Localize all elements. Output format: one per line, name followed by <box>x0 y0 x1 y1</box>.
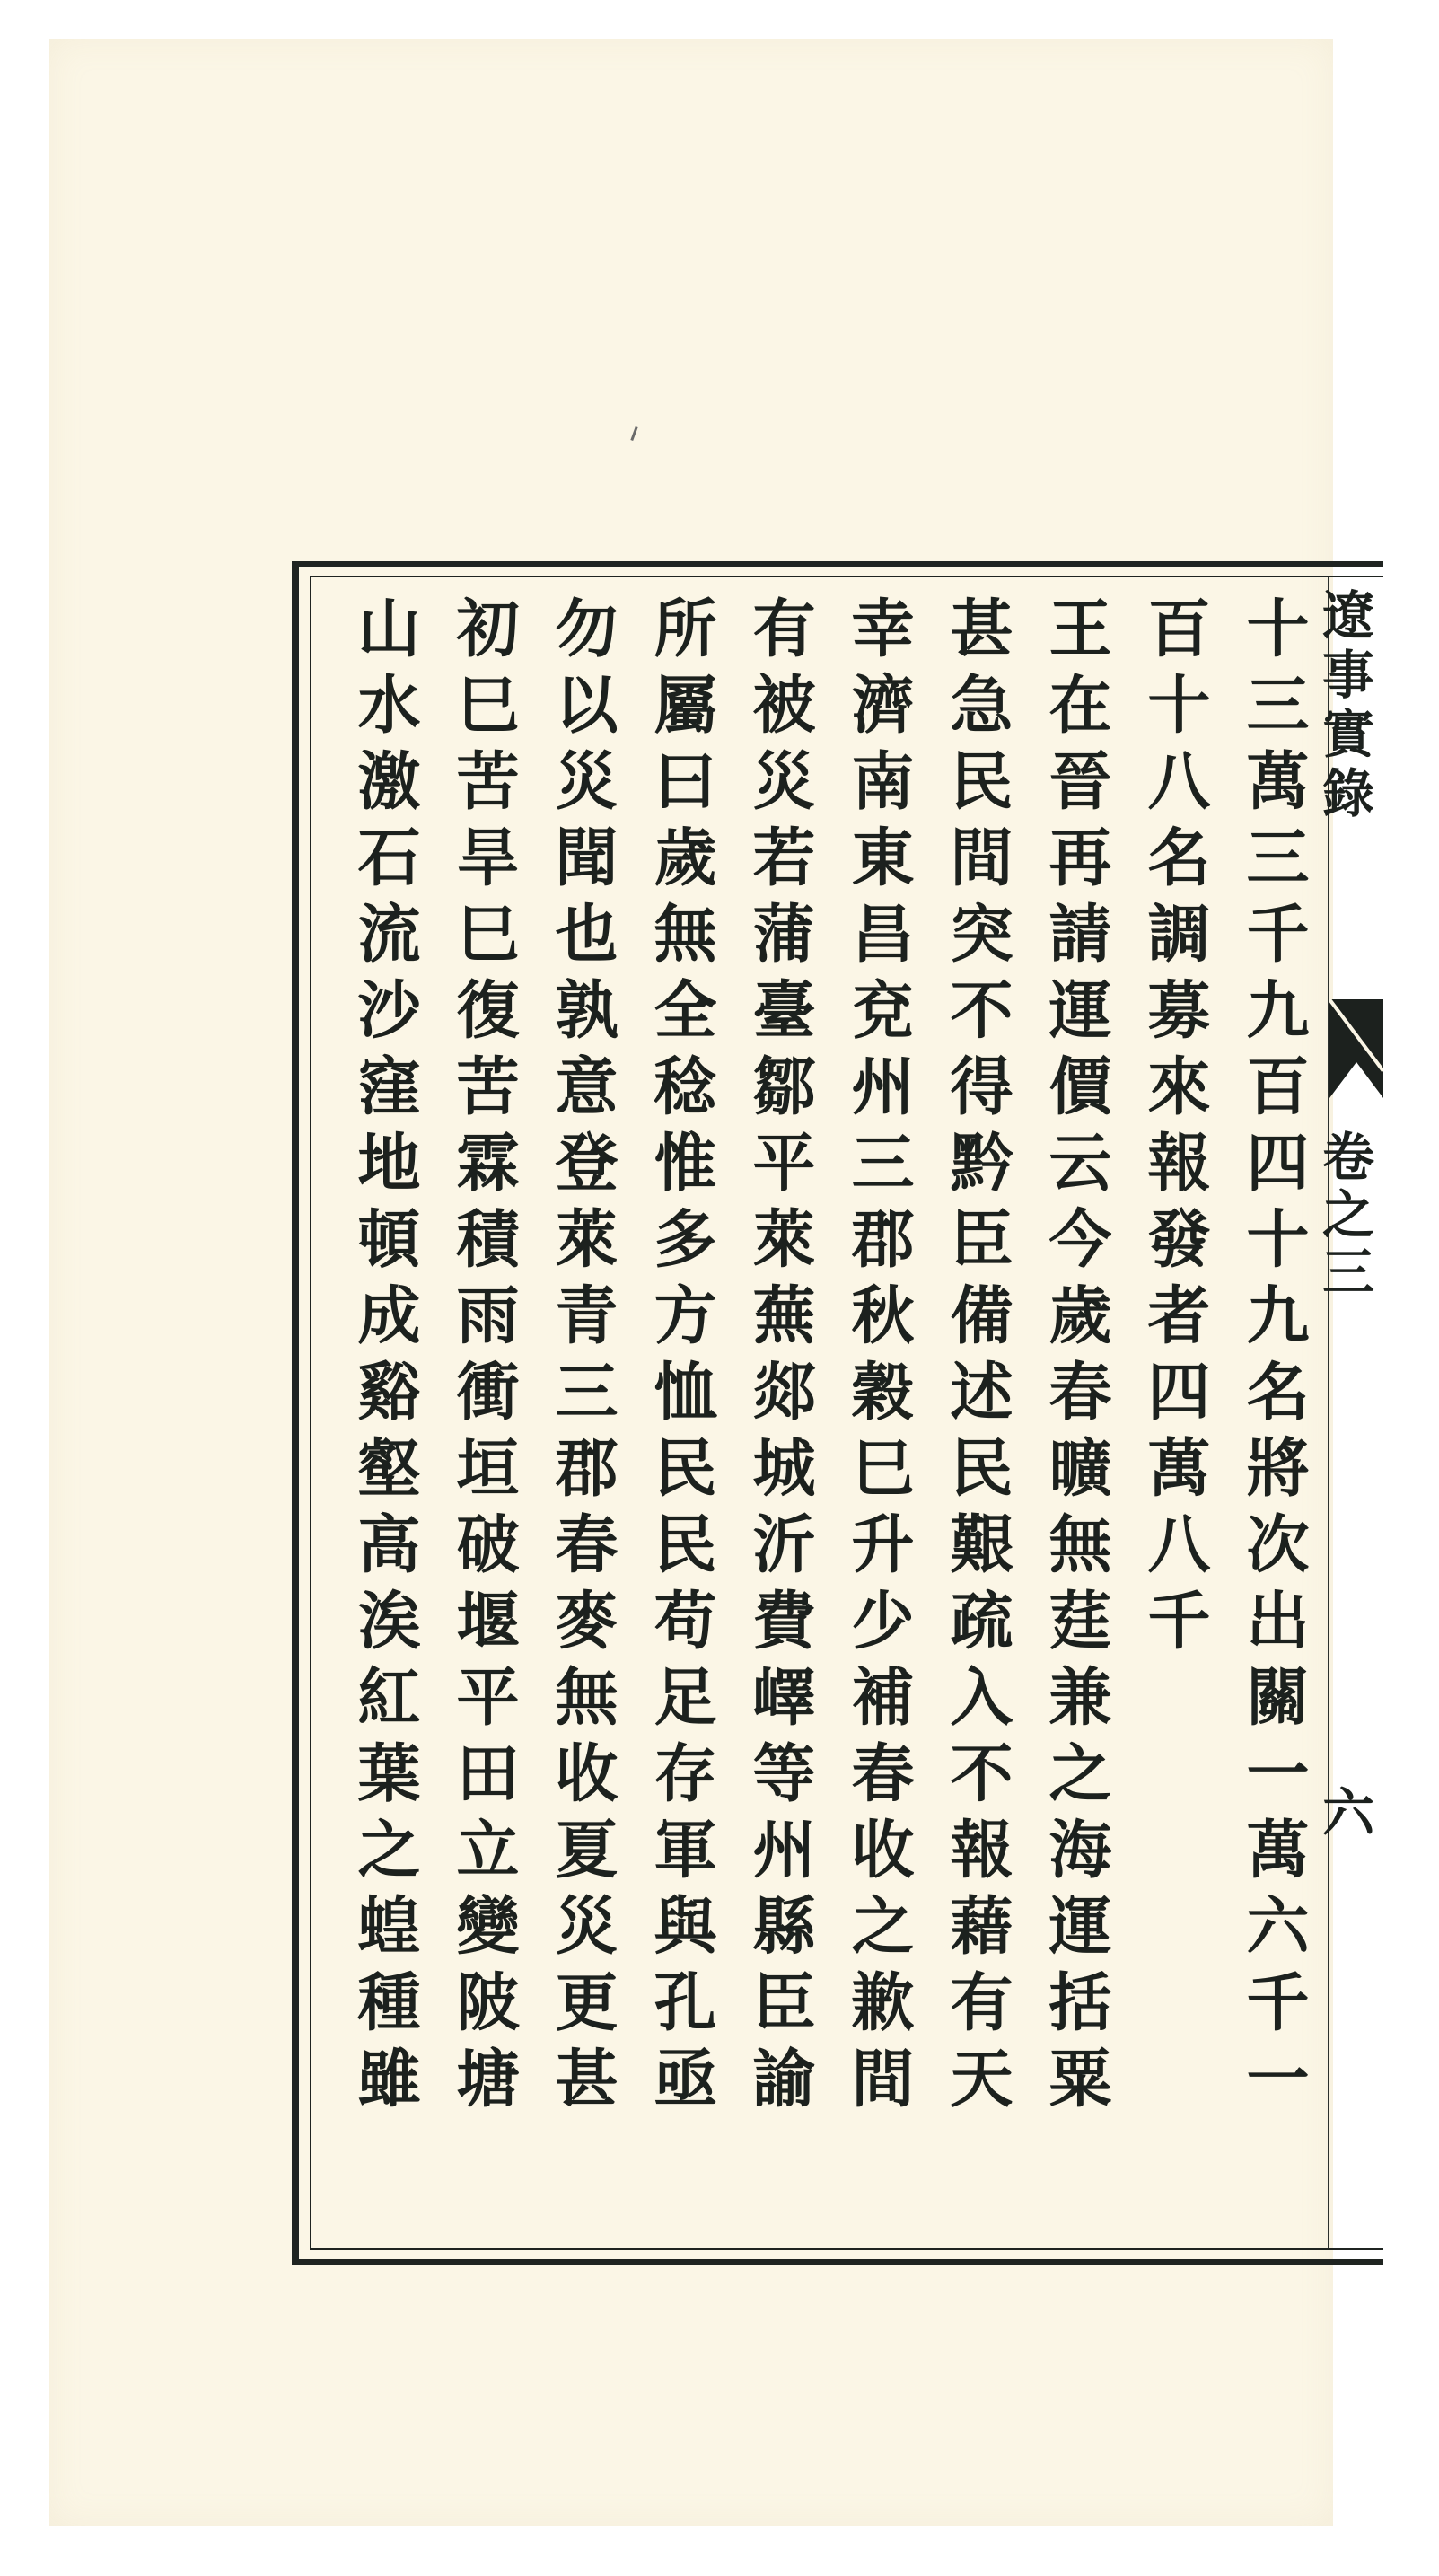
printed-frame-inner <box>310 576 1383 2250</box>
text-column: 十三萬三千九百四十九名將次出關一萬六千一 <box>1236 595 1311 2122</box>
juan-number: 卷之三 <box>1313 1130 1374 1302</box>
text-column: 有被災若蒲臺鄒平萊蕪郯城沂費嶧等州縣臣諭 <box>742 595 817 2122</box>
text-column: 初巳苦旱巳復苦霖積雨衝垣破堰平田立變陂塘 <box>446 595 521 2122</box>
text-column: 甚急民間突不得黔臣備述民艱疏入不報藉有天 <box>940 595 1014 2122</box>
text-column: 幸濟南東昌兗州三郡秋穀巳升少補春收之歉間 <box>841 595 916 2122</box>
text-column: 所屬曰歲無全稔惟多方恤民民苟足存軍與孔亟 <box>644 595 718 2122</box>
text-column: 山水激石流沙窪地頓成谿壑高涘紅葉之蝗種雖 <box>347 595 422 2122</box>
printed-frame <box>292 561 1383 2265</box>
fishtail-mark <box>1329 999 1383 1098</box>
book-title: 遼事實錄 <box>1313 588 1374 825</box>
book-page <box>49 39 1374 2526</box>
text-column: 百十八名調募來報發者四萬八千 <box>1137 595 1212 1664</box>
ink-speck <box>630 426 637 441</box>
folio-number: 六 <box>1313 1785 1374 1837</box>
text-column: 勿以災聞也孰意登萊青三郡春麥無收夏災更甚 <box>545 595 619 2122</box>
block-center-margin <box>1313 577 1383 2248</box>
text-column: 王在晉再請運價云今歲春曠無莛兼之海運括粟 <box>1039 595 1113 2122</box>
